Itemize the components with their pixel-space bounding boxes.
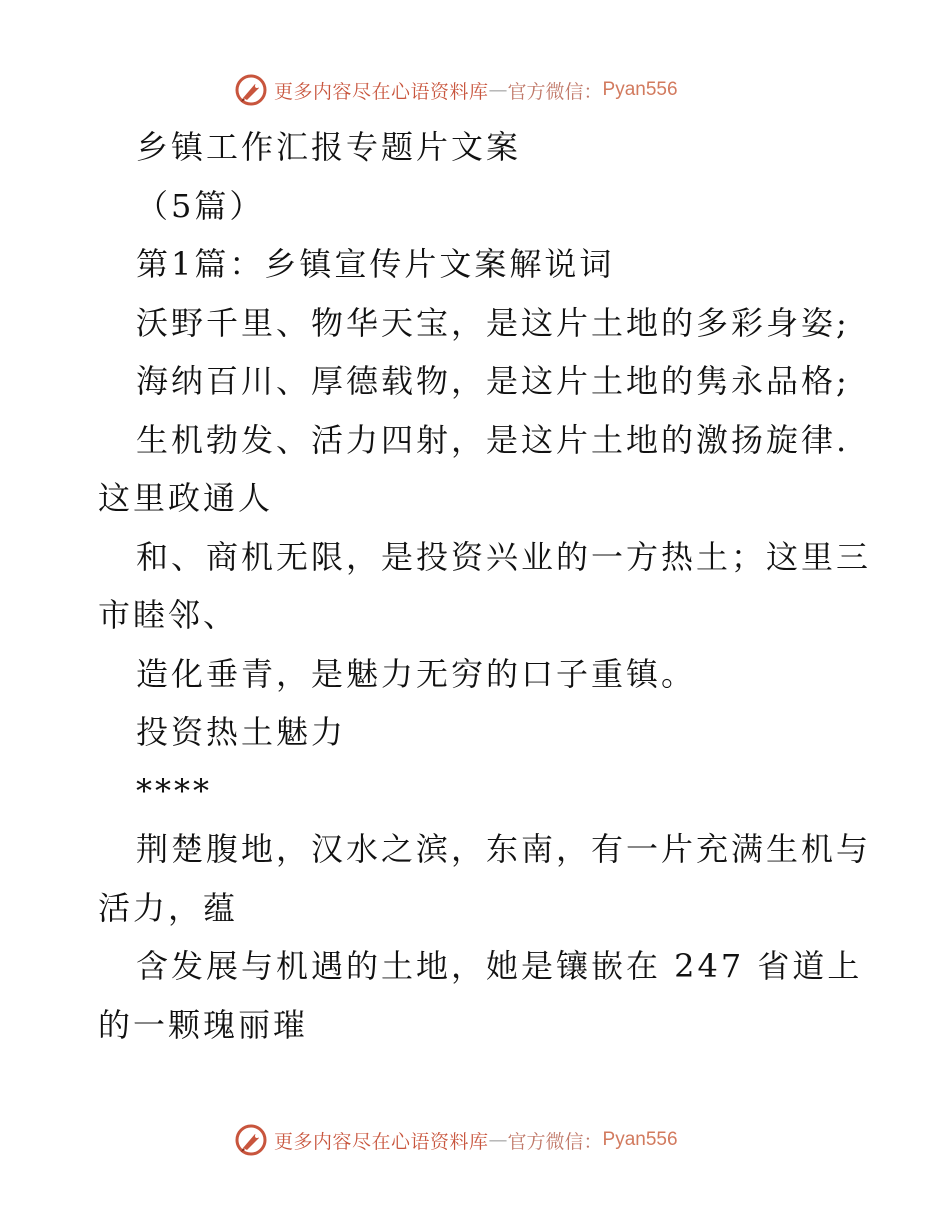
document-line: 市睦邻、 <box>98 596 239 634</box>
watermark-brand: 更多内容尽在心语资料库 <box>274 80 489 103</box>
document-line: 活力，蕴 <box>98 888 239 927</box>
document-line: 荆楚腹地，汉水之滨，东南，有一片充满生机与 <box>136 830 872 868</box>
document-line: 海纳百川、厚德载物，是这片土地的隽永品格; <box>136 362 850 400</box>
document-line: 造化垂青，是魅力无穷的口子重镇。 <box>136 654 697 693</box>
document-line: 乡镇工作汇报专题片文案 <box>136 128 522 166</box>
watermark-dash: — <box>488 79 508 101</box>
watermark-label: 官方微信： <box>507 80 603 103</box>
document-line: 沃野千里、物华天宝，是这片土地的多彩身姿; <box>136 303 850 342</box>
watermark-label: 官方微信： <box>507 1130 603 1153</box>
watermark-brand: 更多内容尽在心语资料库 <box>274 1130 489 1153</box>
document-line: 第1篇：乡镇宣传片文案解说词 <box>136 245 615 283</box>
document-line: 和、商机无限，是投资兴业的一方热土；这里三 <box>136 537 872 576</box>
header-watermark <box>234 72 754 108</box>
document-line: （5篇） <box>136 186 265 225</box>
document-line: 含发展与机遇的土地，她是镶嵌在 247 省道上 <box>136 947 863 985</box>
document-line: 这里政通人 <box>98 479 274 517</box>
pen-logo-icon <box>234 1123 268 1157</box>
watermark-id: Pyan556 <box>602 79 678 100</box>
watermark-dash: — <box>488 1129 508 1151</box>
pen-logo-icon <box>234 73 268 107</box>
footer-watermark <box>234 1122 754 1158</box>
document-line: 生机勃发、活力四射，是这片土地的激扬旋律. <box>136 420 850 459</box>
document-line: 投资热土魅力 <box>136 713 347 751</box>
document-line: 的一颗瑰丽璀 <box>98 1005 309 1044</box>
watermark-id: Pyan556 <box>602 1129 678 1150</box>
document-line: **** <box>136 771 212 810</box>
document-body <box>98 118 872 1054</box>
